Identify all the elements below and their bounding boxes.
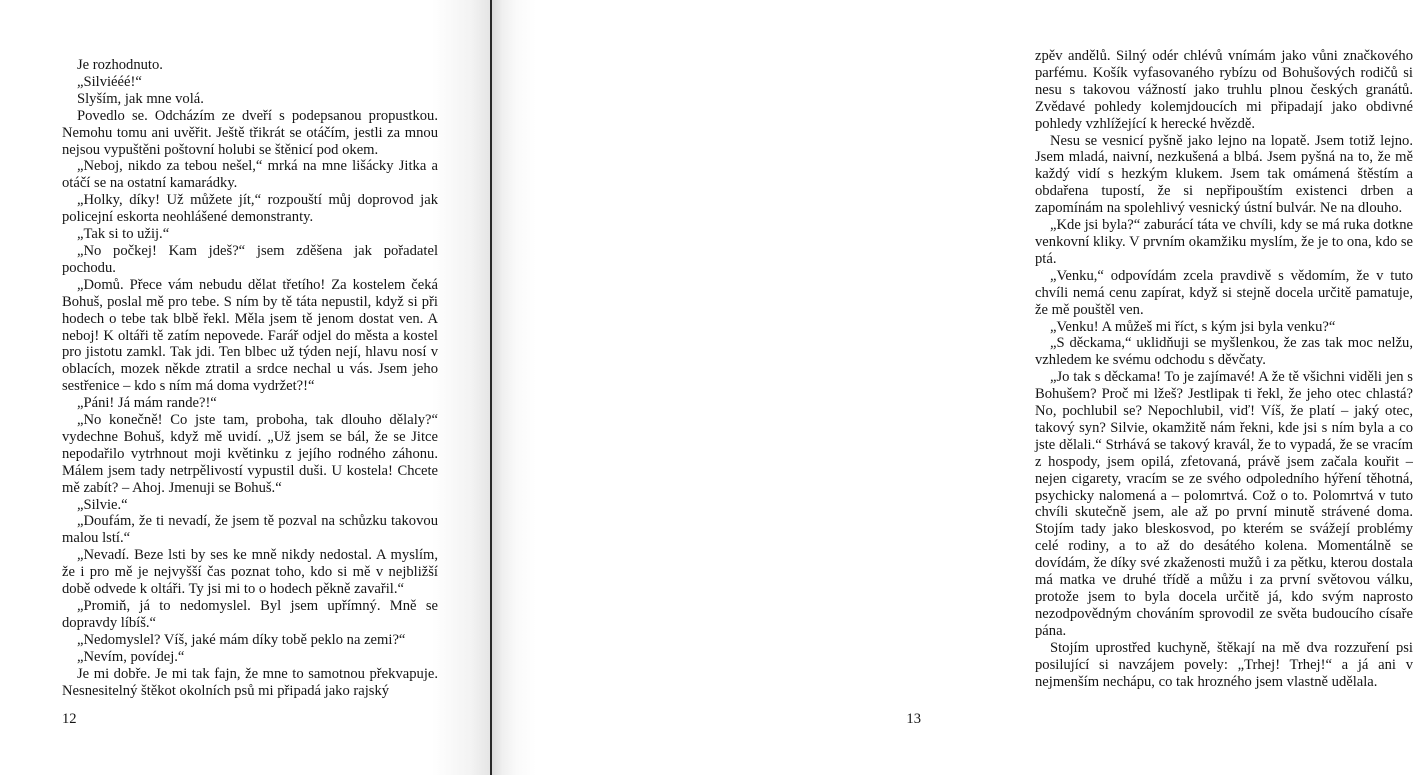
paragraph: „Domů. Přece vám nebudu dělat třetího! Za kostelem čeká Bohuš, poslal mě pro tebe. S ním by tě táta nepustil, když si při hodech o tebe tak blbě řekl. Měla jsem tě jenom dostat ven. A neboj! K oltáři tě zatím nepovede. Farář odjel do města a kostel pro jistotu zamkl. Tak jdi. Ten blbec už týden nejí, hlavu nosí v oblacích, mozek někde ztratil a srdce nechal u vás. Jsem jeho sestřenice – kdo s ním má doma vydržet?!“ — [62, 276, 438, 395]
paragraph: „Neboj, nikdo za tebou nešel,“ mrká na mne lišácky Jitka a otáčí se na ostatní kamarádky. — [62, 158, 438, 192]
page-number: 12 — [62, 711, 77, 727]
paragraph: „Silviééé!“ — [77, 73, 142, 90]
paragraph: Nesu se vesnicí pyšně jako lejno na lopatě. Jsem totiž lejno. Jsem mladá, naivní, nezkušená a blbá. Jsem pyšná na to, že mě každý vidí s hezkým klukem. Jsem tak omámená štěstím a obdařena tupostí, že si nepřipouštím existenci drben a zapomínám na spolehlivý vesnický ústní bulvár. Ne na dlouho. — [1035, 132, 1413, 217]
paragraph: Slyším, jak mne volá. — [77, 90, 204, 107]
paragraph: „Páni! Já mám rande?!“ — [77, 395, 217, 412]
page-number: 13 — [906, 711, 921, 727]
paragraph: Povedlo se. Odcházím ze dveří s podepsanou propustkou. Nemohu tomu ani uvěřit. Ještě třikrát se otáčím, jestli za mnou nejsou vypuštěni poštovní holubi se štěnicí pod okem. — [62, 107, 438, 158]
paragraph: Stojím uprostřed kuchyně, štěkají na mě dva rozzuření psi posilující si navzájem povely: „Trhej! Trhej!“ a já ani v nejmenším nechápu, co tak hrozného jsem vlastně udělala. — [1035, 639, 1413, 690]
paragraph: „Kde jsi byla?“ zaburácí táta ve chvíli, kdy se má ruka dotkne venkovní kliky. V prvním okamžiku myslím, že je to ona, kdo se ptá. — [1035, 217, 1413, 267]
paragraph: Je mi dobře. Je mi tak fajn, že mne to samotnou překvapuje. Nesnesitelný štěkot okolních psů mi připadá jako rajský — [62, 665, 438, 699]
paragraph: „S děckama,“ uklidňuji se myšlenkou, že zas tak moc nelžu, vzhledem ke svému odchodu s děvčaty. — [1035, 335, 1413, 369]
right-page-text — [1035, 48, 1413, 690]
paragraph: „Venku! A můžeš mi říct, s kým jsi byla venku?“ — [1050, 318, 1336, 335]
paragraph: „No konečně! Co jste tam, proboha, tak dlouho dělaly?“ vydechne Bohuš, když mě uvidí. „Už jsem se bál, že se Jitce nepodařilo vytrhnout moji květinku z jejího rodného záhonu. Málem jsem tady netrpělivostí vypustil duši. U kostela! Chcete mě zabít? – Ahoj. Jmenuji se Bohuš.“ — [62, 412, 438, 496]
paragraph: zpěv andělů. Silný odér chlévů vnímám jako vůni značkového parfému. Košík vyfasovaného rybízu od Bohušových rodičů si nesu s takovou vážností jako truhlu plnou českých granátů. Zvědavé pohledy kolemjdoucích mi připadají jako obdivné pohledy vzhlížející k herecké hvězdě. — [1035, 48, 1413, 132]
paragraph: „Nevím, povídej.“ — [77, 648, 185, 665]
right-page — [492, 0, 1413, 775]
paragraph: „Silvie.“ — [77, 496, 128, 513]
paragraph: Je rozhodnuto. — [77, 57, 163, 73]
paragraph: „Doufám, že ti nevadí, že jsem tě pozval na schůzku takovou malou lstí.“ — [62, 513, 438, 547]
paragraph: „No počkej! Kam jdeš?“ jsem zděšena jak pořadatel pochodu. — [62, 242, 438, 276]
paragraph: „Tak si to užij.“ — [77, 226, 170, 243]
paragraph: „Jo tak s děckama! To je zajímavé! A že tě všichni viděli jen s Bohušem? Proč mi lžeš? Jestlipak ti řekl, že jeho otec chlastá? No, pochlubil se? Nepochlubil, viď! Víš, že platí – jaký otec, takový syn? Silvie, okamžitě nám řekni, kde jsi s ním byla a co jste dělali.“ Strhává se takový kravál, že to vypadá, že se vracím z hospody, jsem opilá, zfetovaná, právě jsem začala kouřit – nejen cigarety, vracím se ze svého odpoledního hýření těhotná, psychicky nalomená a – polomrtvá. Což o to. Polomrtvá v tuto chvíli skutečně jsem, ale až po první minutě strávené doma. Stojím tady jako bleskosvod, po kterém se svážejí problémy celé rodiny, a to až do desátého kolena. Momentálně se dovídám, že díky své zkaženosti mužů i za pětku, kterou dostala má matka ve druhé třídě a můžu i za první světovou válku, protože jsem to byla docela určitě já, kdo svým naprosto nezodpovědným chováním sprovodil ze světa budoucího císaře pána. — [1035, 369, 1413, 639]
left-page — [0, 0, 491, 775]
paragraph: „Promiň, já to nedomyslel. Byl jsem upřímný. Mně se dopravdy líbíš.“ — [62, 598, 438, 631]
paragraph: „Nedomyslel? Víš, jaké mám díky tobě peklo na zemi?“ — [77, 631, 406, 648]
paragraph: „Nevadí. Beze lsti by ses ke mně nikdy nedostal. A myslím, že i pro mě je nejvyšší čas poznat toho, kdo si mě v nejbližší době odvede k oltáři. Ty jsi mi to o hodech pěkně zavařil.“ — [62, 547, 438, 598]
left-page-text — [62, 57, 438, 699]
paragraph: „Venku,“ odpovídám zcela pravdivě s vědomím, že v tuto chvíli nemá cenu zapírat, když si stejně docela určitě pamatuje, že mě pouštěl ven. — [1035, 267, 1413, 318]
paragraph: „Holky, díky! Už můžete jít,“ rozpouští můj doprovod jak policejní eskorta neohlášené demonstranty. — [62, 192, 438, 226]
